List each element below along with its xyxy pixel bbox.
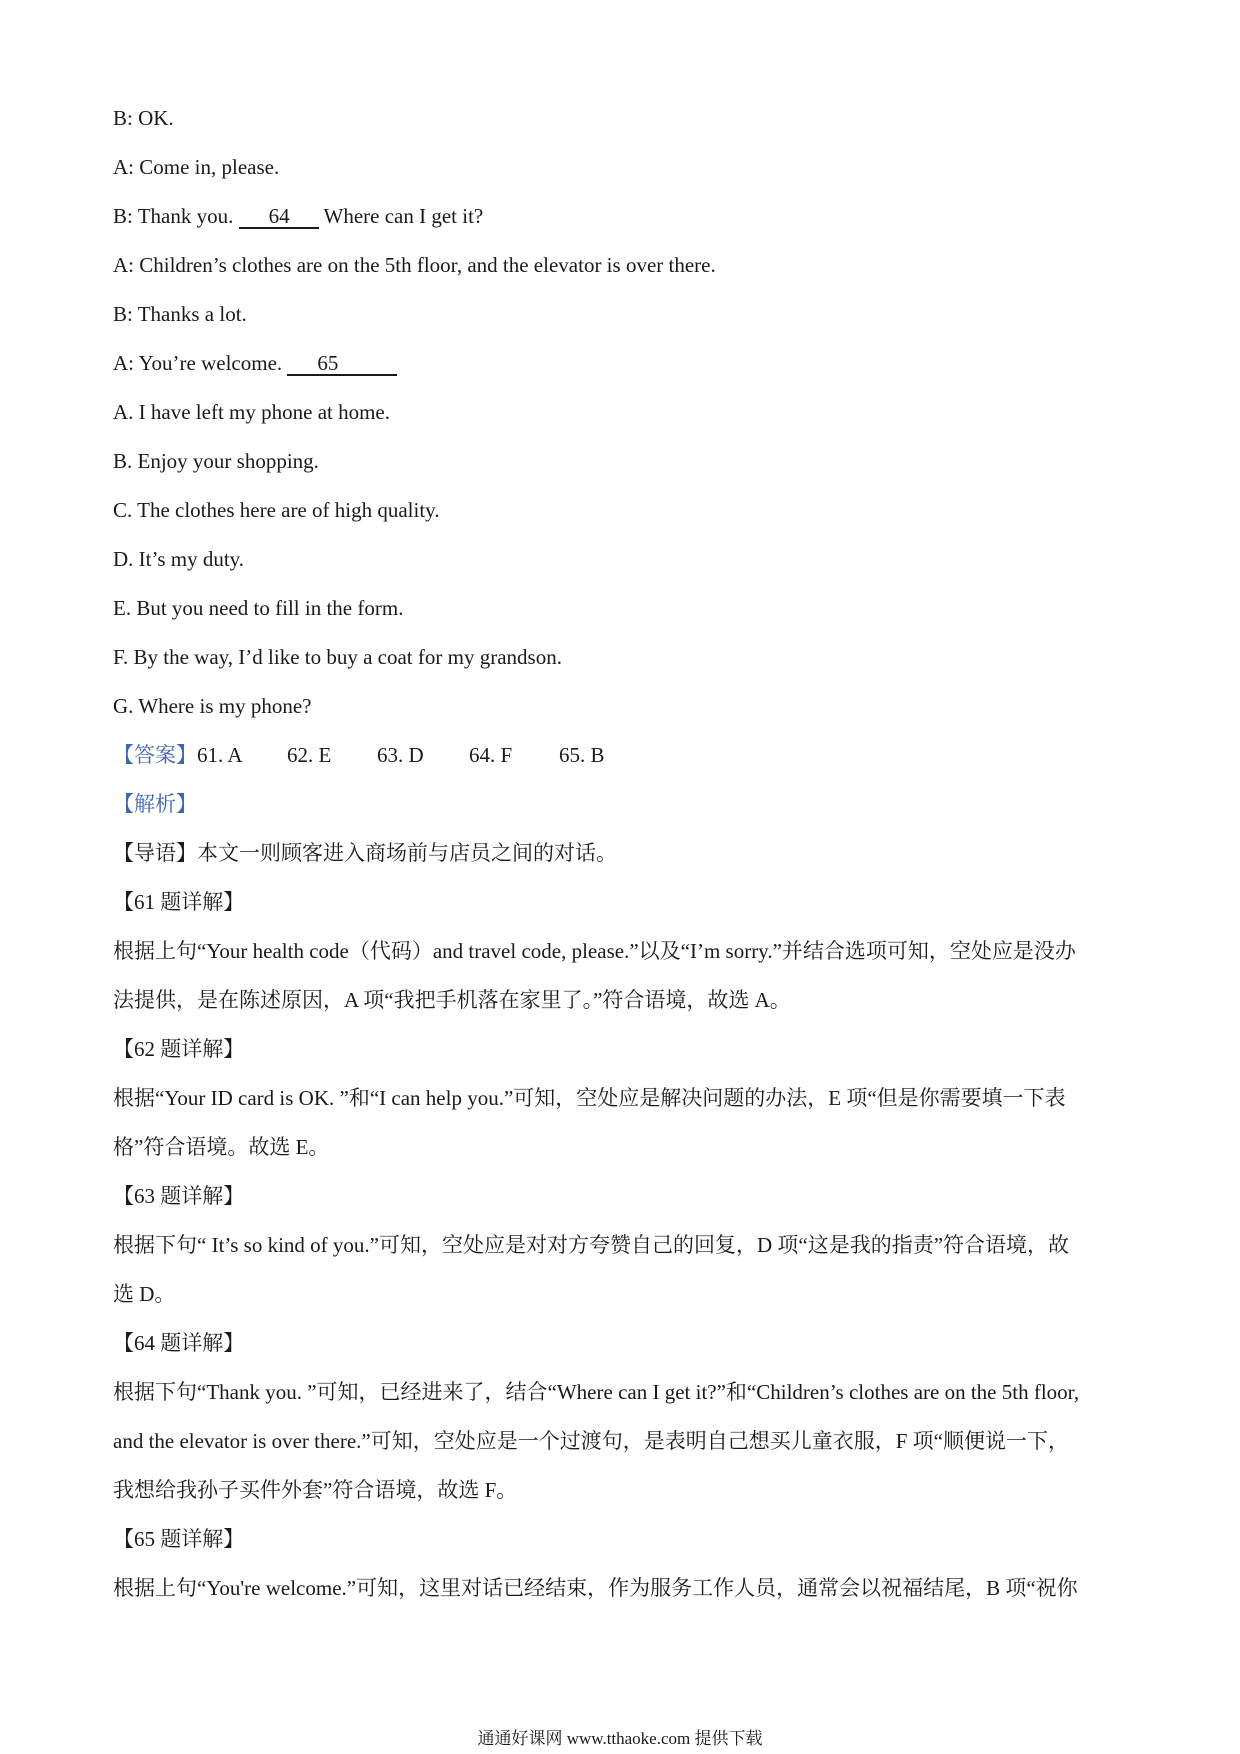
q61-title: 【61 题详解】	[113, 890, 245, 914]
answer-item: 63. D	[377, 743, 424, 767]
option-f: F. By the way, I’d like to buy a coat for my grandson.	[113, 645, 562, 669]
option-c: C. The clothes here are of high quality.	[113, 498, 440, 522]
q61-explanation: 法提供，是在陈述原因，A 项“我把手机落在家里了。”符合语境，故选 A。	[113, 988, 791, 1012]
q62-explanation: 格”符合语境。故选 E。	[113, 1135, 330, 1159]
option-d: D. It’s my duty.	[113, 547, 245, 571]
dialogue-text: A: You’re welcome.	[113, 351, 288, 375]
q64-title: 【64 题详解】	[113, 1331, 245, 1355]
dialogue-line: B: Thanks a lot.	[113, 302, 247, 326]
dialogue-line: A: Come in, please.	[113, 155, 280, 179]
q63-explanation: 选 D。	[113, 1282, 176, 1306]
blank-65: 65	[287, 352, 397, 376]
dialogue-text: Where can I get it?	[318, 204, 484, 228]
blank-64: 64	[239, 205, 319, 229]
analysis-label: 【解析】	[113, 792, 197, 816]
option-b: B. Enjoy your shopping.	[113, 449, 319, 473]
page-footer: 通通好课网 www.tthaoke.com 提供下载	[477, 1729, 763, 1748]
answer-label: 【答案】	[113, 743, 197, 767]
dialogue-text: B: Thank you.	[113, 204, 239, 228]
q63-title: 【63 题详解】	[113, 1184, 245, 1208]
dialogue-line: A: Children’s clothes are on the 5th floor, and the elevator is over there.	[113, 253, 716, 277]
answer-item: 62. E	[287, 743, 332, 767]
q64-explanation: 根据下句“Thank you. ”可知，已经进来了，结合“Where can I get it?”和“Children’s clothes are on the 5th floor,	[113, 1380, 1080, 1404]
intro-text: 【导语】本文一则顾客进入商场前与店员之间的对话。	[113, 841, 617, 865]
q65-title: 【65 题详解】	[113, 1527, 245, 1551]
q63-explanation: 根据下句“ It’s so kind of you.”可知，空处应是对对方夸赞自己的回复，D 项“这是我的指责”符合语境，故	[113, 1233, 1070, 1257]
dialogue-line-64	[113, 202, 483, 230]
answer-line	[113, 741, 605, 769]
dialogue-line-65	[113, 349, 397, 377]
q62-explanation: 根据“Your ID card is OK. ”和“I can help you.”可知，空处应是解决问题的办法，E 项“但是你需要填一下表	[113, 1086, 1066, 1110]
option-g: G. Where is my phone?	[113, 694, 312, 718]
q64-explanation: and the elevator is over there.”可知，空处应是一个过渡句，是表明自己想买儿童衣服，F 项“顺便说一下，	[113, 1429, 1069, 1453]
dialogue-line: B: OK.	[113, 106, 174, 130]
option-a: A. I have left my phone at home.	[113, 400, 390, 424]
q62-title: 【62 题详解】	[113, 1037, 245, 1061]
option-e: E. But you need to fill in the form.	[113, 596, 404, 620]
answer-item: 65. B	[559, 743, 605, 767]
q61-explanation: 根据上句“Your health code（代码）and travel code, please.”以及“I’m sorry.”并结合选项可知，空处应是没办	[113, 939, 1076, 963]
q64-explanation: 我想给我孙子买件外套”符合语境，故选 F。	[113, 1478, 518, 1502]
answer-item: 64. F	[469, 743, 513, 767]
q65-explanation: 根据上句“You're welcome.”可知，这里对话已经结束，作为服务工作人员，通常会以祝福结尾，B 项“祝你	[113, 1576, 1078, 1600]
answer-item: 61. A	[197, 743, 243, 767]
